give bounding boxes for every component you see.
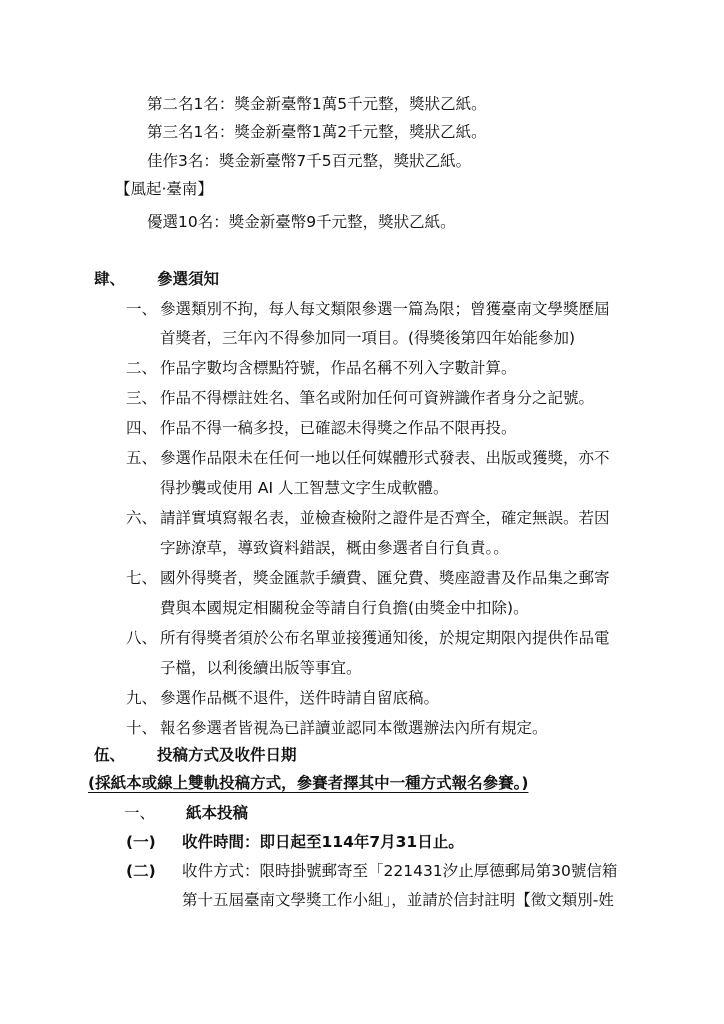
rule-text: 所有得獎者須於公布名單並接獲通知後，於規定期限內提供作品電: [160, 629, 610, 647]
rule-text: 子檔，以利後續出版等事宜。: [160, 659, 362, 677]
award-category-heading: 【風起‧臺南】: [115, 180, 213, 198]
submission-note: (採紙本或線上雙軌投稿方式，參賽者擇其中一種方式報名參賽。): [88, 774, 529, 792]
receipt-period: 收件時間：即日起至114年7月31日止。: [182, 833, 464, 851]
subsection-title: 紙本投稿: [186, 804, 249, 822]
rule-text: 報名參選者皆視為已詳讀並認同本徵選辦法內所有規定。: [160, 719, 548, 737]
rule-text: 首獎者，三年內不得參加同一項目。(得獎後第四年始能參加): [160, 329, 576, 347]
rule-number: 十、: [126, 719, 158, 737]
paragraph-number: (一): [126, 833, 156, 851]
award-third-place: 第三名1名：獎金新臺幣1萬2千元整，獎狀乙紙。: [147, 123, 487, 141]
rule-number: 三、: [126, 389, 158, 407]
award-excellence: 優選10名：獎金新臺幣9千元整，獎狀乙紙。: [147, 213, 456, 231]
rule-text: 參選作品概不退件，送件時請自留底稿。: [160, 689, 440, 707]
section5-title: 投稿方式及收件日期: [157, 746, 297, 764]
rule-text: 字跡潦草，導致資料錯誤，概由參選者自行負責。。: [160, 539, 509, 557]
submission-method-continued: 第十五屆臺南文學獎工作小組」，並請於信封註明【徵文類別-姓: [182, 891, 614, 909]
section4-title: 參選須知: [157, 270, 220, 288]
subsection-number: 一、: [124, 804, 156, 822]
rule-number: 七、: [126, 569, 158, 587]
award-honorable-mention: 佳作3名：獎金新臺幣7千5百元整，獎狀乙紙。: [147, 152, 472, 170]
submission-method: 收件方式：限時掛號郵寄至「221431汐止厚德郵局第30號信箱: [182, 862, 618, 880]
rule-number: 一、: [126, 300, 158, 318]
rule-number: 九、: [126, 689, 158, 707]
rule-text: 作品不得一稿多投，已確認未得獎之作品不限再投。: [160, 419, 517, 437]
rule-text: 作品不得標註姓名、筆名或附加任何可資辨識作者身分之記號。: [160, 389, 595, 407]
rule-number: 五、: [126, 449, 158, 467]
rule-text: 得抄襲或使用 AI 人工智慧文字生成軟體。: [160, 479, 449, 497]
rule-number: 八、: [126, 629, 158, 647]
rule-text: 作品字數均含標點符號，作品名稱不列入字數計算。: [160, 359, 517, 377]
rule-text: 參選類別不拘，每人每文類限參選一篇為限；曾獲臺南文學獎歷屆: [160, 300, 610, 318]
section4-number: 肆、: [94, 270, 126, 288]
rule-number: 四、: [126, 419, 158, 437]
rule-number: 二、: [126, 359, 158, 377]
rule-text: 參選作品限未在任何一地以任何媒體形式發表、出版或獲獎，亦不: [160, 449, 610, 467]
section5-number: 伍、: [94, 746, 126, 764]
award-second-place: 第二名1名：獎金新臺幣1萬5千元整，獎狀乙紙。: [147, 95, 487, 113]
paragraph-number: (二): [126, 862, 156, 880]
rule-text: 費與本國規定相關稅金等請自行負擔(由獎金中扣除)。: [160, 599, 529, 617]
rule-text: 請詳實填寫報名表，並檢查檢附之證件是否齊全，確定無誤。若因: [160, 509, 610, 527]
rule-number: 六、: [126, 509, 158, 527]
rule-text: 國外得獎者，獎金匯款手續費、匯兌費、獎座證書及作品集之郵寄: [160, 569, 610, 587]
